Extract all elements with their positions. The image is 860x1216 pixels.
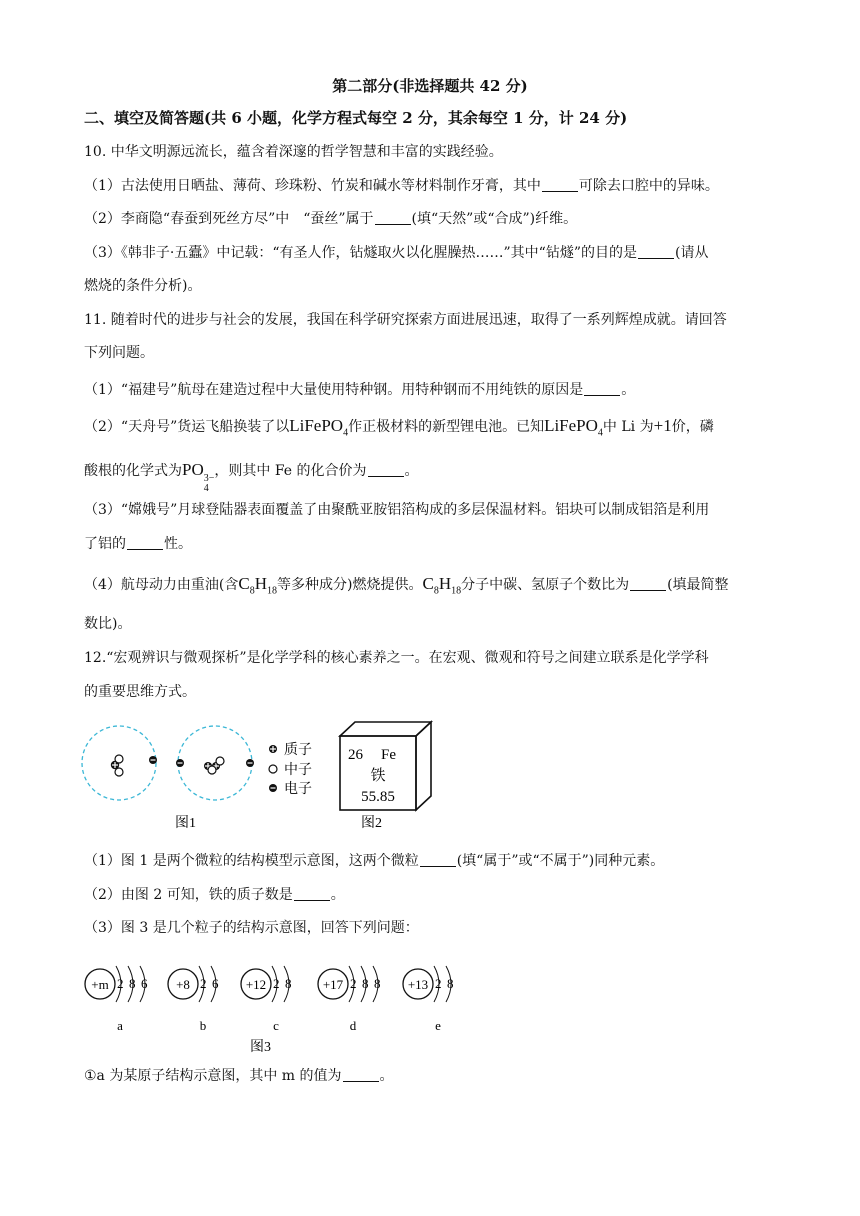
particle-label: d xyxy=(349,1018,357,1033)
part-heading: 二、填空及简答题(共 6 小题，化学方程式每空 2 分，其余每空 1 分，计 24 分) xyxy=(84,109,628,127)
formula-phosphate: PO 3− 4 xyxy=(182,460,215,494)
q11-part3-cont: 了铝的 性。 xyxy=(84,536,192,552)
element-card xyxy=(340,722,431,810)
q10-part1: （1）古法使用日晒盐、薄荷、珍珠粉、竹炭和碱水等材料制作牙膏，其中 可除去口腔中的异味。 xyxy=(84,178,719,194)
figure-3 xyxy=(78,948,478,1056)
q11-stem-cont: 下列问题。 xyxy=(84,345,154,361)
answer-blank[interactable] xyxy=(343,1067,379,1082)
neutron-icon xyxy=(208,766,216,774)
atom-structure-b xyxy=(168,966,219,1033)
particle-label: c xyxy=(273,1018,279,1033)
shell-electron-count: 2 xyxy=(350,976,357,991)
atom-structure-a xyxy=(85,966,148,1033)
figure-3-label: 图3 xyxy=(250,1040,271,1055)
element-name: 铁 xyxy=(370,768,386,784)
q10-part2: （2）李商隐“春蚕到死丝方尽”中 “蚕丝”属于 (填“天然”或“合成”)纤维。 xyxy=(84,211,578,227)
q10-part3: （3）《韩非子·五蠹》中记载：“有圣人作，钻燧取火以化腥臊热……”其中“钻燧”的目的是 (请从 xyxy=(84,245,709,261)
nuclear-charge: +12 xyxy=(245,977,267,992)
shell-electron-count: 8 xyxy=(362,976,369,991)
atomic-mass: 55.85 xyxy=(361,789,395,805)
neutron-icon xyxy=(269,765,277,773)
legend-neutron: 中子 xyxy=(284,763,312,778)
shell-electron-count: 6 xyxy=(141,976,148,991)
shell-electron-count: 2 xyxy=(273,976,280,991)
q11-part3: （3）“嫦娥号”月球登陆器表面覆盖了由聚酰亚胺铝箔构成的多层保温材料。铝块可以制成铝箔是利用 xyxy=(84,502,710,518)
q10-part3-cont: 燃烧的条件分析)。 xyxy=(84,278,202,294)
legend-electron: 电子 xyxy=(284,782,312,797)
atomic-number: 26 xyxy=(348,747,363,763)
q11-part4: （4）航母动力由重油(含$C_8H_{18}$等多种成分)燃烧提供。$C_8H_{18}$分子中碳、氢原子个数比为 (填最简整 xyxy=(84,574,729,597)
nuclear-charge: +8 xyxy=(176,977,190,992)
neutron-icon xyxy=(115,768,123,776)
legend-proton: 质子 xyxy=(284,743,312,758)
figure-1-label: 图1 xyxy=(175,816,196,831)
q10-stem: 10. 中华文明源远流长，蕴含着深邃的哲学智慧和丰富的实践经验。 xyxy=(84,144,503,160)
shell-electron-count: 2 xyxy=(435,976,442,991)
shell-electron-count: 8 xyxy=(447,976,454,991)
neutron-icon xyxy=(216,757,224,765)
answer-blank[interactable] xyxy=(638,244,674,259)
answer-blank[interactable] xyxy=(368,462,404,477)
shell-electron-count: 8 xyxy=(129,976,136,991)
answer-blank[interactable] xyxy=(294,886,330,901)
shell-electron-count: 8 xyxy=(374,976,381,991)
neutron-icon xyxy=(115,755,123,763)
atom-structure-e xyxy=(403,966,454,1033)
formula-lifepo4: LiFePO$_4$ xyxy=(289,416,349,439)
atom-structure-c xyxy=(241,966,292,1033)
particle-label: a xyxy=(117,1018,123,1033)
section-title: 第二部分(非选择题共 42 分) xyxy=(332,77,528,95)
answer-blank[interactable] xyxy=(630,576,666,591)
nuclear-charge: +17 xyxy=(322,977,344,992)
formula-c8h18: $C_8H_{18}$ xyxy=(238,574,277,597)
nuclear-charge: +m xyxy=(91,977,109,992)
answer-blank[interactable] xyxy=(420,852,456,867)
formula-c8h18: $C_8H_{18}$ xyxy=(422,574,462,597)
nuclear-charge: +13 xyxy=(407,977,429,992)
q12-stem: 12.“宏观辨识与微观探析”是化学学科的核心素养之一。在宏观、微观和符号之间建立联系是化学学科 xyxy=(84,650,709,666)
shell-electron-count: 2 xyxy=(117,976,124,991)
answer-blank[interactable] xyxy=(375,210,411,225)
figure-1-2 xyxy=(78,716,448,836)
li-valence: +1 xyxy=(653,416,672,435)
q12-part1: （1）图 1 是两个微粒的结构模型示意图，这两个微粒 (填“属于”或“不属于”)同种元素。 xyxy=(84,853,665,869)
answer-blank[interactable] xyxy=(542,177,578,192)
formula-lifepo4: LiFePO$_4$ xyxy=(544,416,603,439)
answer-blank[interactable] xyxy=(584,381,620,396)
q11-part4-cont: 数比)。 xyxy=(84,616,132,632)
q12-part3: （3）图 3 是几个粒子的结构示意图，回答下列问题： xyxy=(84,920,419,936)
shell-electron-count: 8 xyxy=(285,976,292,991)
q11-part1: （1）“福建号”航母在建造过程中大量使用特种钢。用特种钢而不用纯铁的原因是 。 xyxy=(84,382,636,398)
particle-label: b xyxy=(199,1018,207,1033)
atom-structure-d xyxy=(318,966,381,1033)
answer-blank[interactable] xyxy=(127,535,163,550)
q12-part2: （2）由图 2 可知，铁的质子数是 。 xyxy=(84,887,345,903)
q11-part2: （2）“天舟号”货运飞船换装了以LiFePO$_4$作正极材料的新型锂电池。已知LiFePO$_4$中 Li 为+1价，磷 xyxy=(84,416,714,439)
particle-label: e xyxy=(435,1018,441,1033)
shell-electron-count: 2 xyxy=(200,976,207,991)
figure-2-label: 图2 xyxy=(361,816,382,831)
q12-stem-cont: 的重要思维方式。 xyxy=(84,684,196,700)
q12-sub1: ①a 为某原子结构示意图，其中 m 的值为 。 xyxy=(84,1068,394,1084)
element-symbol: Fe xyxy=(381,747,396,763)
q11-stem: 11. 随着时代的进步与社会的发展，我国在科学研究探索方面进展迅速，取得了一系列辉煌成就。请回答 xyxy=(84,312,727,328)
shell-electron-count: 6 xyxy=(212,976,219,991)
q11-part2-cont: 酸根的化学式为PO 3− 4 ，则其中 Fe 的化合价为 。 xyxy=(84,460,419,494)
